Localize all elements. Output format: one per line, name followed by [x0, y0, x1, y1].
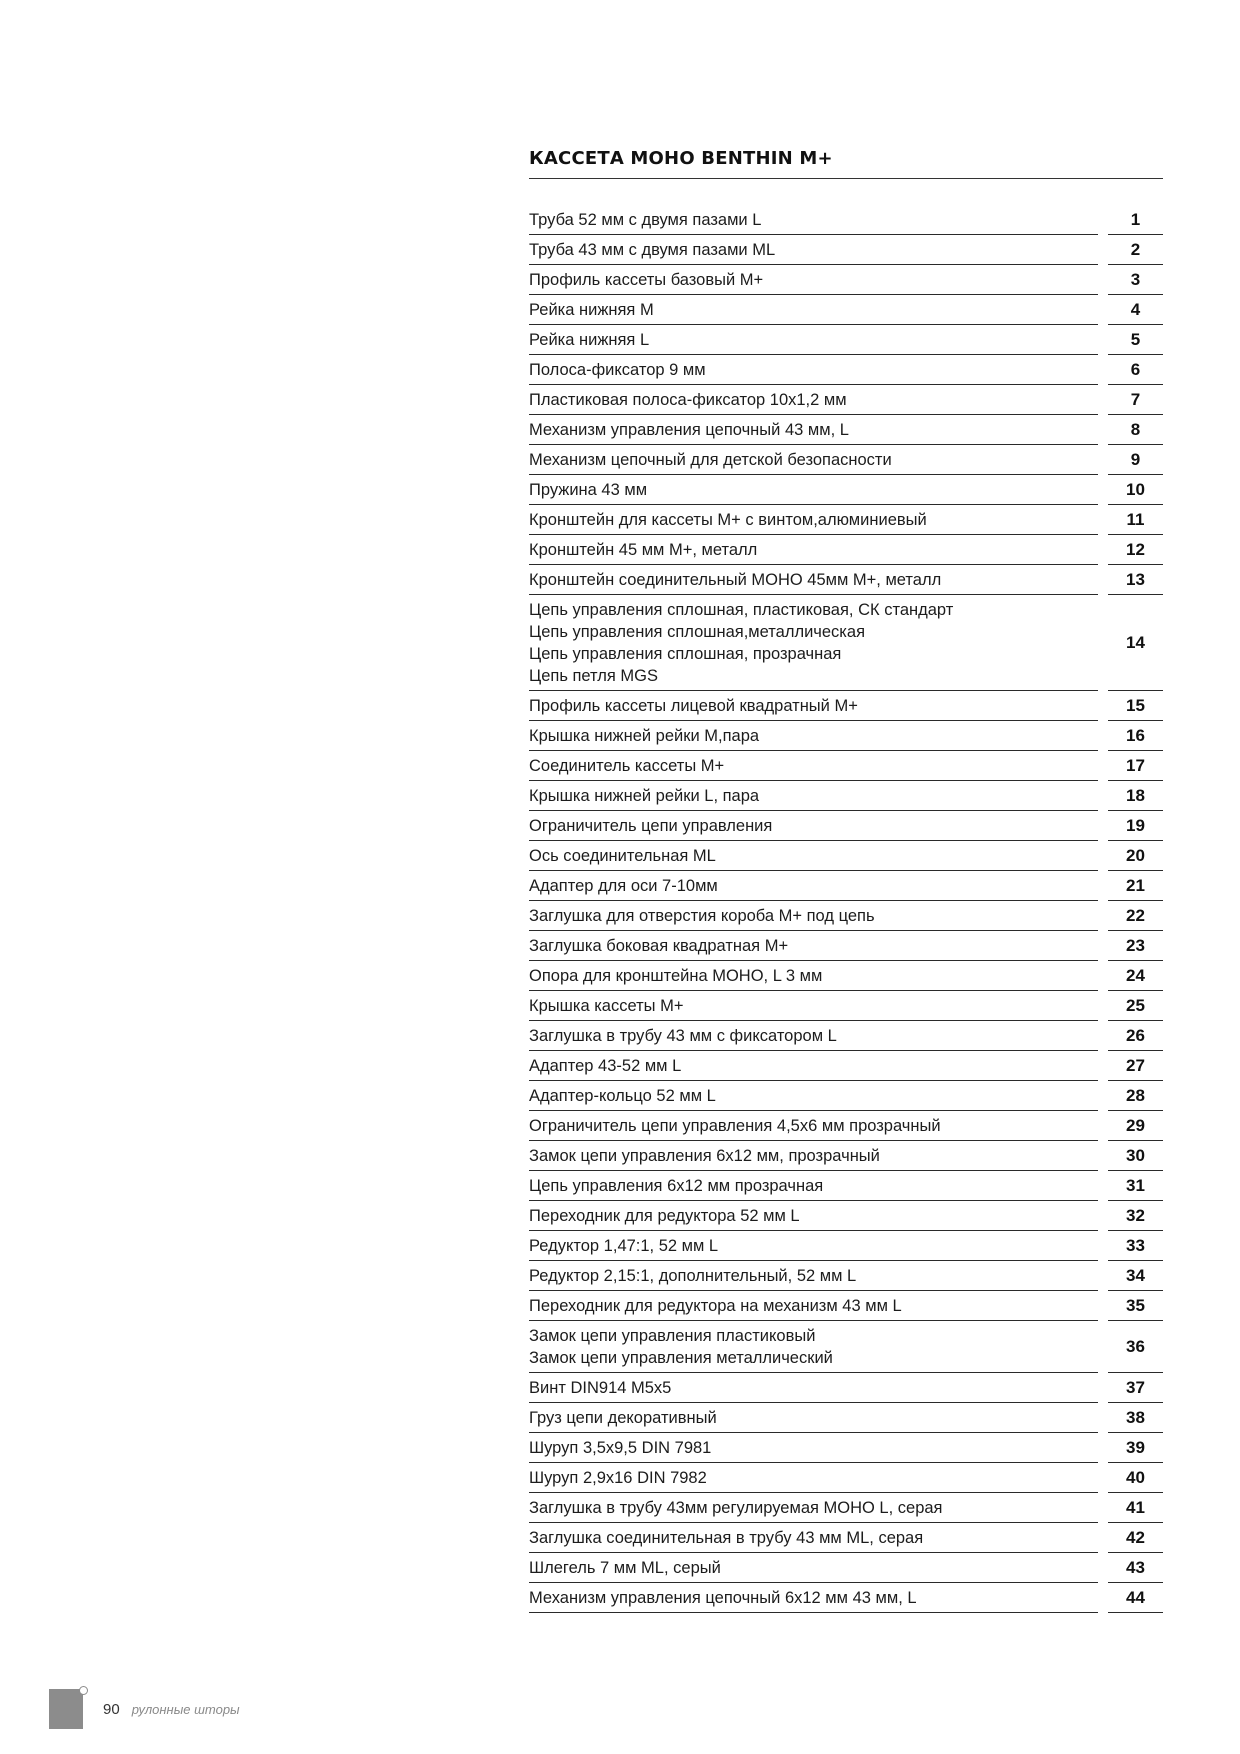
part-row [529, 991, 1163, 1021]
part-name [529, 1231, 1098, 1261]
part-number: 12 [1108, 535, 1163, 565]
part-name-line: Адаптер 43-52 мм L [529, 1057, 682, 1075]
part-number: 38 [1108, 1403, 1163, 1433]
part-row [529, 295, 1163, 325]
part-number: 42 [1108, 1523, 1163, 1553]
part-row [529, 901, 1163, 931]
part-name-line: Адаптер-кольцо 52 мм L [529, 1087, 716, 1105]
part-number: 44 [1108, 1583, 1163, 1613]
part-name-line: Заглушка в трубу 43мм регулируемая МОНО L, серая [529, 1499, 943, 1517]
title-divider [529, 178, 1163, 179]
part-name-line: Заглушка соединительная в трубу 43 мм ML, серая [529, 1529, 924, 1547]
part-number: 8 [1108, 415, 1163, 445]
part-name-line: Кронштейн соединительный МОНО 45мм M+, металл [529, 571, 942, 589]
part-number: 40 [1108, 1463, 1163, 1493]
part-name-line: Заглушка для отверстия короба M+ под цепь [529, 907, 875, 925]
part-number: 15 [1108, 691, 1163, 721]
footer-ring-icon [79, 1686, 88, 1695]
part-name-line: Крышка нижней рейки M,пара [529, 727, 760, 745]
part-number: 34 [1108, 1261, 1163, 1291]
part-number: 5 [1108, 325, 1163, 355]
part-name-line: Крышка нижней рейки L, пара [529, 787, 760, 805]
part-row [529, 265, 1163, 295]
part-name [529, 1201, 1098, 1231]
part-number: 13 [1108, 565, 1163, 595]
part-name-line: Замок цепи управления 6х12 мм, прозрачный [529, 1147, 880, 1165]
part-name [529, 1321, 1098, 1373]
part-number: 1 [1108, 205, 1163, 235]
part-name [529, 751, 1098, 781]
part-row [529, 1021, 1163, 1051]
part-number: 2 [1108, 235, 1163, 265]
part-name [529, 475, 1098, 505]
part-number: 10 [1108, 475, 1163, 505]
part-name-line: Труба 43 мм с двумя пазами ML [529, 241, 776, 259]
part-name-line: Профиль кассеты базовый M+ [529, 271, 764, 289]
part-number: 7 [1108, 385, 1163, 415]
part-number: 22 [1108, 901, 1163, 931]
part-name [529, 1291, 1098, 1321]
part-name-line: Цепь петля MGS [529, 667, 658, 685]
part-row [529, 385, 1163, 415]
part-row [529, 871, 1163, 901]
part-row [529, 1433, 1163, 1463]
part-name-line: Профиль кассеты лицевой квадратный M+ [529, 697, 858, 715]
part-row [529, 691, 1163, 721]
part-number: 25 [1108, 991, 1163, 1021]
part-number: 23 [1108, 931, 1163, 961]
part-name [529, 355, 1098, 385]
part-name-line: Труба 52 мм с двумя пазами L [529, 211, 762, 229]
part-name [529, 991, 1098, 1021]
page-title: КАССЕТА МОНО BENTHIN M+ [529, 148, 833, 169]
part-name [529, 295, 1098, 325]
part-number: 16 [1108, 721, 1163, 751]
part-number: 3 [1108, 265, 1163, 295]
part-row [529, 961, 1163, 991]
part-name [529, 781, 1098, 811]
part-number: 39 [1108, 1433, 1163, 1463]
part-name-line: Цепь управления сплошная, прозрачная [529, 645, 842, 663]
part-name [529, 445, 1098, 475]
part-name [529, 961, 1098, 991]
part-number: 26 [1108, 1021, 1163, 1051]
part-number: 35 [1108, 1291, 1163, 1321]
part-name [529, 811, 1098, 841]
part-row [529, 1523, 1163, 1553]
part-name [529, 235, 1098, 265]
part-name [529, 1021, 1098, 1051]
part-name [529, 1493, 1098, 1523]
part-number: 27 [1108, 1051, 1163, 1081]
part-name [529, 871, 1098, 901]
part-row [529, 325, 1163, 355]
part-name-line: Редуктор 1,47:1, 52 мм L [529, 1237, 719, 1255]
part-name [529, 325, 1098, 355]
part-name [529, 691, 1098, 721]
part-number: 11 [1108, 505, 1163, 535]
part-row [529, 1553, 1163, 1583]
footer-marker-icon [49, 1689, 83, 1729]
part-name-line: Адаптер для оси 7-10мм [529, 877, 718, 895]
part-name [529, 1373, 1098, 1403]
part-name [529, 1583, 1098, 1613]
part-name-line: Цепь управления 6х12 мм прозрачная [529, 1177, 824, 1195]
part-name-line: Шлегель 7 мм ML, серый [529, 1559, 721, 1577]
part-row [529, 1321, 1163, 1373]
part-name-line: Шуруп 2,9х16 DIN 7982 [529, 1469, 707, 1487]
part-row [529, 781, 1163, 811]
part-name-line: Механизм управления цепочный 43 мм, L [529, 421, 849, 439]
part-name [529, 1553, 1098, 1583]
part-row [529, 1141, 1163, 1171]
part-name-line: Шуруп 3,5х9,5 DIN 7981 [529, 1439, 712, 1457]
part-number: 31 [1108, 1171, 1163, 1201]
part-number: 19 [1108, 811, 1163, 841]
part-name [529, 1171, 1098, 1201]
part-name [529, 1081, 1098, 1111]
page-number: 90 [103, 1700, 120, 1718]
part-row [529, 1493, 1163, 1523]
part-name [529, 931, 1098, 961]
section-label: рулонные шторы [131, 1701, 240, 1717]
part-name-line: Кронштейн для кассеты M+ с винтом,алюминиевый [529, 511, 927, 529]
part-row [529, 1201, 1163, 1231]
part-number: 20 [1108, 841, 1163, 871]
part-number: 43 [1108, 1553, 1163, 1583]
part-name-line: Замок цепи управления пластиковый [529, 1327, 816, 1345]
part-name-line: Рейка нижняя L [529, 331, 650, 349]
part-name-line: Цепь управления сплошная, пластиковая, СК стандарт [529, 601, 954, 619]
part-name-line: Цепь управления сплошная,металлическая [529, 623, 866, 641]
part-number: 30 [1108, 1141, 1163, 1171]
part-name-line: Заглушка боковая квадратная M+ [529, 937, 789, 955]
part-number: 18 [1108, 781, 1163, 811]
part-number: 6 [1108, 355, 1163, 385]
parts-list [529, 205, 1163, 1613]
part-name-line: Механизм управления цепочный 6х12 мм 43 мм, L [529, 1589, 917, 1607]
part-name [529, 205, 1098, 235]
part-number: 28 [1108, 1081, 1163, 1111]
part-row [529, 1261, 1163, 1291]
part-row [529, 1463, 1163, 1493]
part-row [529, 355, 1163, 385]
part-name-line: Переходник для редуктора 52 мм L [529, 1207, 800, 1225]
part-name-line: Пружина 43 мм [529, 481, 648, 499]
part-name [529, 505, 1098, 535]
part-name [529, 265, 1098, 295]
part-row [529, 1373, 1163, 1403]
part-name [529, 415, 1098, 445]
part-number: 33 [1108, 1231, 1163, 1261]
part-number: 41 [1108, 1493, 1163, 1523]
part-row [529, 205, 1163, 235]
part-name [529, 901, 1098, 931]
part-row [529, 1291, 1163, 1321]
part-name-line: Ограничитель цепи управления [529, 817, 773, 835]
part-number: 21 [1108, 871, 1163, 901]
part-row [529, 235, 1163, 265]
part-name-line: Полоса-фиксатор 9 мм [529, 361, 706, 379]
part-name [529, 565, 1098, 595]
part-name-line: Пластиковая полоса-фиксатор 10х1,2 мм [529, 391, 847, 409]
part-row [529, 1111, 1163, 1141]
part-number: 4 [1108, 295, 1163, 325]
part-row [529, 1081, 1163, 1111]
part-name-line: Ограничитель цепи управления 4,5х6 мм прозрачный [529, 1117, 941, 1135]
part-number: 24 [1108, 961, 1163, 991]
part-row [529, 811, 1163, 841]
part-name [529, 1261, 1098, 1291]
part-row [529, 1403, 1163, 1433]
part-row [529, 751, 1163, 781]
part-name [529, 385, 1098, 415]
part-row [529, 1231, 1163, 1261]
part-number: 32 [1108, 1201, 1163, 1231]
part-name-line: Переходник для редуктора на механизм 43 мм L [529, 1297, 902, 1315]
part-row [529, 595, 1163, 691]
part-name-line: Рейка нижняя M [529, 301, 654, 319]
part-name-line: Крышка кассеты M+ [529, 997, 684, 1015]
part-row [529, 1583, 1163, 1613]
part-name [529, 721, 1098, 751]
part-row [529, 505, 1163, 535]
part-row [529, 415, 1163, 445]
part-row [529, 841, 1163, 871]
part-name-line: Заглушка в трубу 43 мм с фиксатором L [529, 1027, 837, 1045]
part-number: 9 [1108, 445, 1163, 475]
part-row [529, 445, 1163, 475]
part-name [529, 1463, 1098, 1493]
part-name-line: Замок цепи управления металлический [529, 1349, 833, 1367]
part-name-line: Опора для кронштейна МОНО, L 3 мм [529, 967, 823, 985]
part-row [529, 1051, 1163, 1081]
part-name-line: Груз цепи декоративный [529, 1409, 717, 1427]
part-row [529, 475, 1163, 505]
part-name [529, 1141, 1098, 1171]
part-row [529, 721, 1163, 751]
part-row [529, 1171, 1163, 1201]
part-name-line: Кронштейн 45 мм M+, металл [529, 541, 758, 559]
parts-sheet [529, 148, 1163, 1613]
part-name-line: Ось соединительная ML [529, 847, 716, 865]
part-name [529, 1111, 1098, 1141]
part-row [529, 535, 1163, 565]
part-name [529, 1523, 1098, 1553]
part-name [529, 535, 1098, 565]
part-name-line: Редуктор 2,15:1, дополнительный, 52 мм L [529, 1267, 857, 1285]
part-name [529, 1403, 1098, 1433]
part-name [529, 1051, 1098, 1081]
part-number: 29 [1108, 1111, 1163, 1141]
part-number: 37 [1108, 1373, 1163, 1403]
page-footer [49, 1689, 240, 1729]
part-name-line: Соединитель кассеты M+ [529, 757, 725, 775]
part-number: 17 [1108, 751, 1163, 781]
part-name [529, 595, 1098, 691]
part-name-line: Винт DIN914 M5x5 [529, 1379, 672, 1397]
part-number: 14 [1108, 595, 1163, 691]
part-number: 36 [1108, 1321, 1163, 1373]
part-row [529, 931, 1163, 961]
part-name-line: Механизм цепочный для детской безопасности [529, 451, 892, 469]
part-row [529, 565, 1163, 595]
part-name [529, 841, 1098, 871]
part-name [529, 1433, 1098, 1463]
